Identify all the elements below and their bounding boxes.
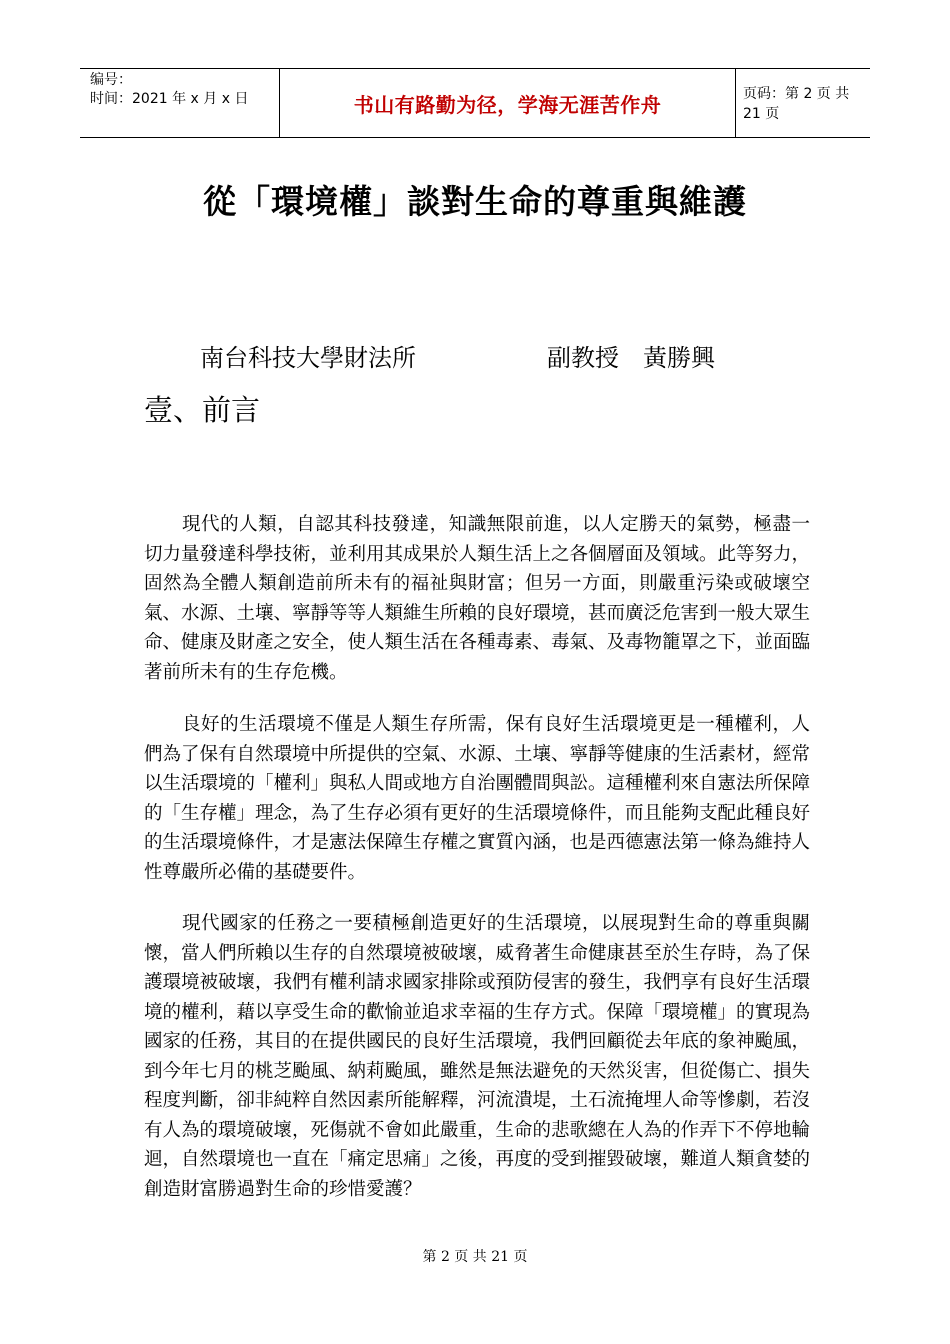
page-code: 页码：第 2 页 共 21 页	[743, 86, 850, 122]
document-title: 從「環境權」談對生命的尊重與維護	[203, 182, 747, 221]
section-heading: 壹、前言	[144, 393, 261, 427]
author-institution: 南台科技大學財法所	[200, 344, 416, 372]
paragraph: 現代國家的任務之一要積極創造更好的生活環境，以展現對生命的尊重與關懷，當人們所賴以生存的自然環境被破壞，威脅著生命健康甚至於生存時，為了保護環境被破壞，我們有權利請求國家排除或預防侵害的發生，我們享有良好生活環境的權利，藉以享受生命的歡愉並追求幸福的生存方式。保障「環境權」的實現為國家的任務，其目的在提供國民的良好生活環境，我們回顧從去年底的象神颱風，到今年七月的桃芝颱風、納莉颱風，雖然是無法避免的天然災害，但從傷亡、損失程度判斷，卻非純粹自然因素所能解釋，河流潰堤，土石流掩埋人命等慘劇，若沒有人為的環境破壞，死傷就不會如此嚴重，生命的悲歌總在人為的作弄下不停地輪迴，自然環境也一直在「痛定思痛」之後，再度的受到摧毀破壞，難道人類貪婪的創造財富勝過對生命的珍惜愛護？	[144, 913, 811, 1200]
time-label: 时间：2021 年 x 月 x 日	[90, 91, 249, 107]
page-header	[80, 68, 870, 138]
motto-text: 书山有路勤为径，学海无涯苦作舟	[353, 92, 662, 117]
header-page-code-cell	[735, 69, 870, 137]
page-footer: 第 2 页 共 21 页	[422, 1249, 528, 1265]
author-position-name: 副教授 黃勝興	[547, 344, 715, 372]
header-meta	[80, 69, 280, 137]
number-label: 编号：	[90, 72, 132, 88]
paragraph: 現代的人類，自認其科技發達，知識無限前進，以人定勝天的氣勢，極盡一切力量發達科學技術，並利用其成果於人類生活上之各個層面及領域。此等努力，固然為全體人類創造前所未有的福祉與財富；但另一方面，則嚴重污染或破壞空氣、水源、土壤、寧靜等等人類維生所賴的良好環境，甚而廣泛危害到一般大眾生命、健康及財產之安全，使人類生活在各種毒素、毒氣、及毒物籠罩之下，並面臨著前所未有的生存危機。	[144, 514, 811, 683]
paragraph: 良好的生活環境不僅是人類生存所需，保有良好生活環境更是一種權利，人們為了保有自然環境中所提供的空氣、水源、土壤、寧靜等健康的生活素材，經常以生活環境的「權利」與私人間或地方自治團體間與訟。這種權利來自憲法所保障的「生存權」理念，為了生存必須有更好的生活環境條件，而且能夠支配此種良好的生活環境條件，才是憲法保障生存權之實質內涵，也是西德憲法第一條為維持人性尊嚴所必備的基礎要件。	[144, 714, 811, 883]
header-motto-cell	[280, 69, 736, 137]
